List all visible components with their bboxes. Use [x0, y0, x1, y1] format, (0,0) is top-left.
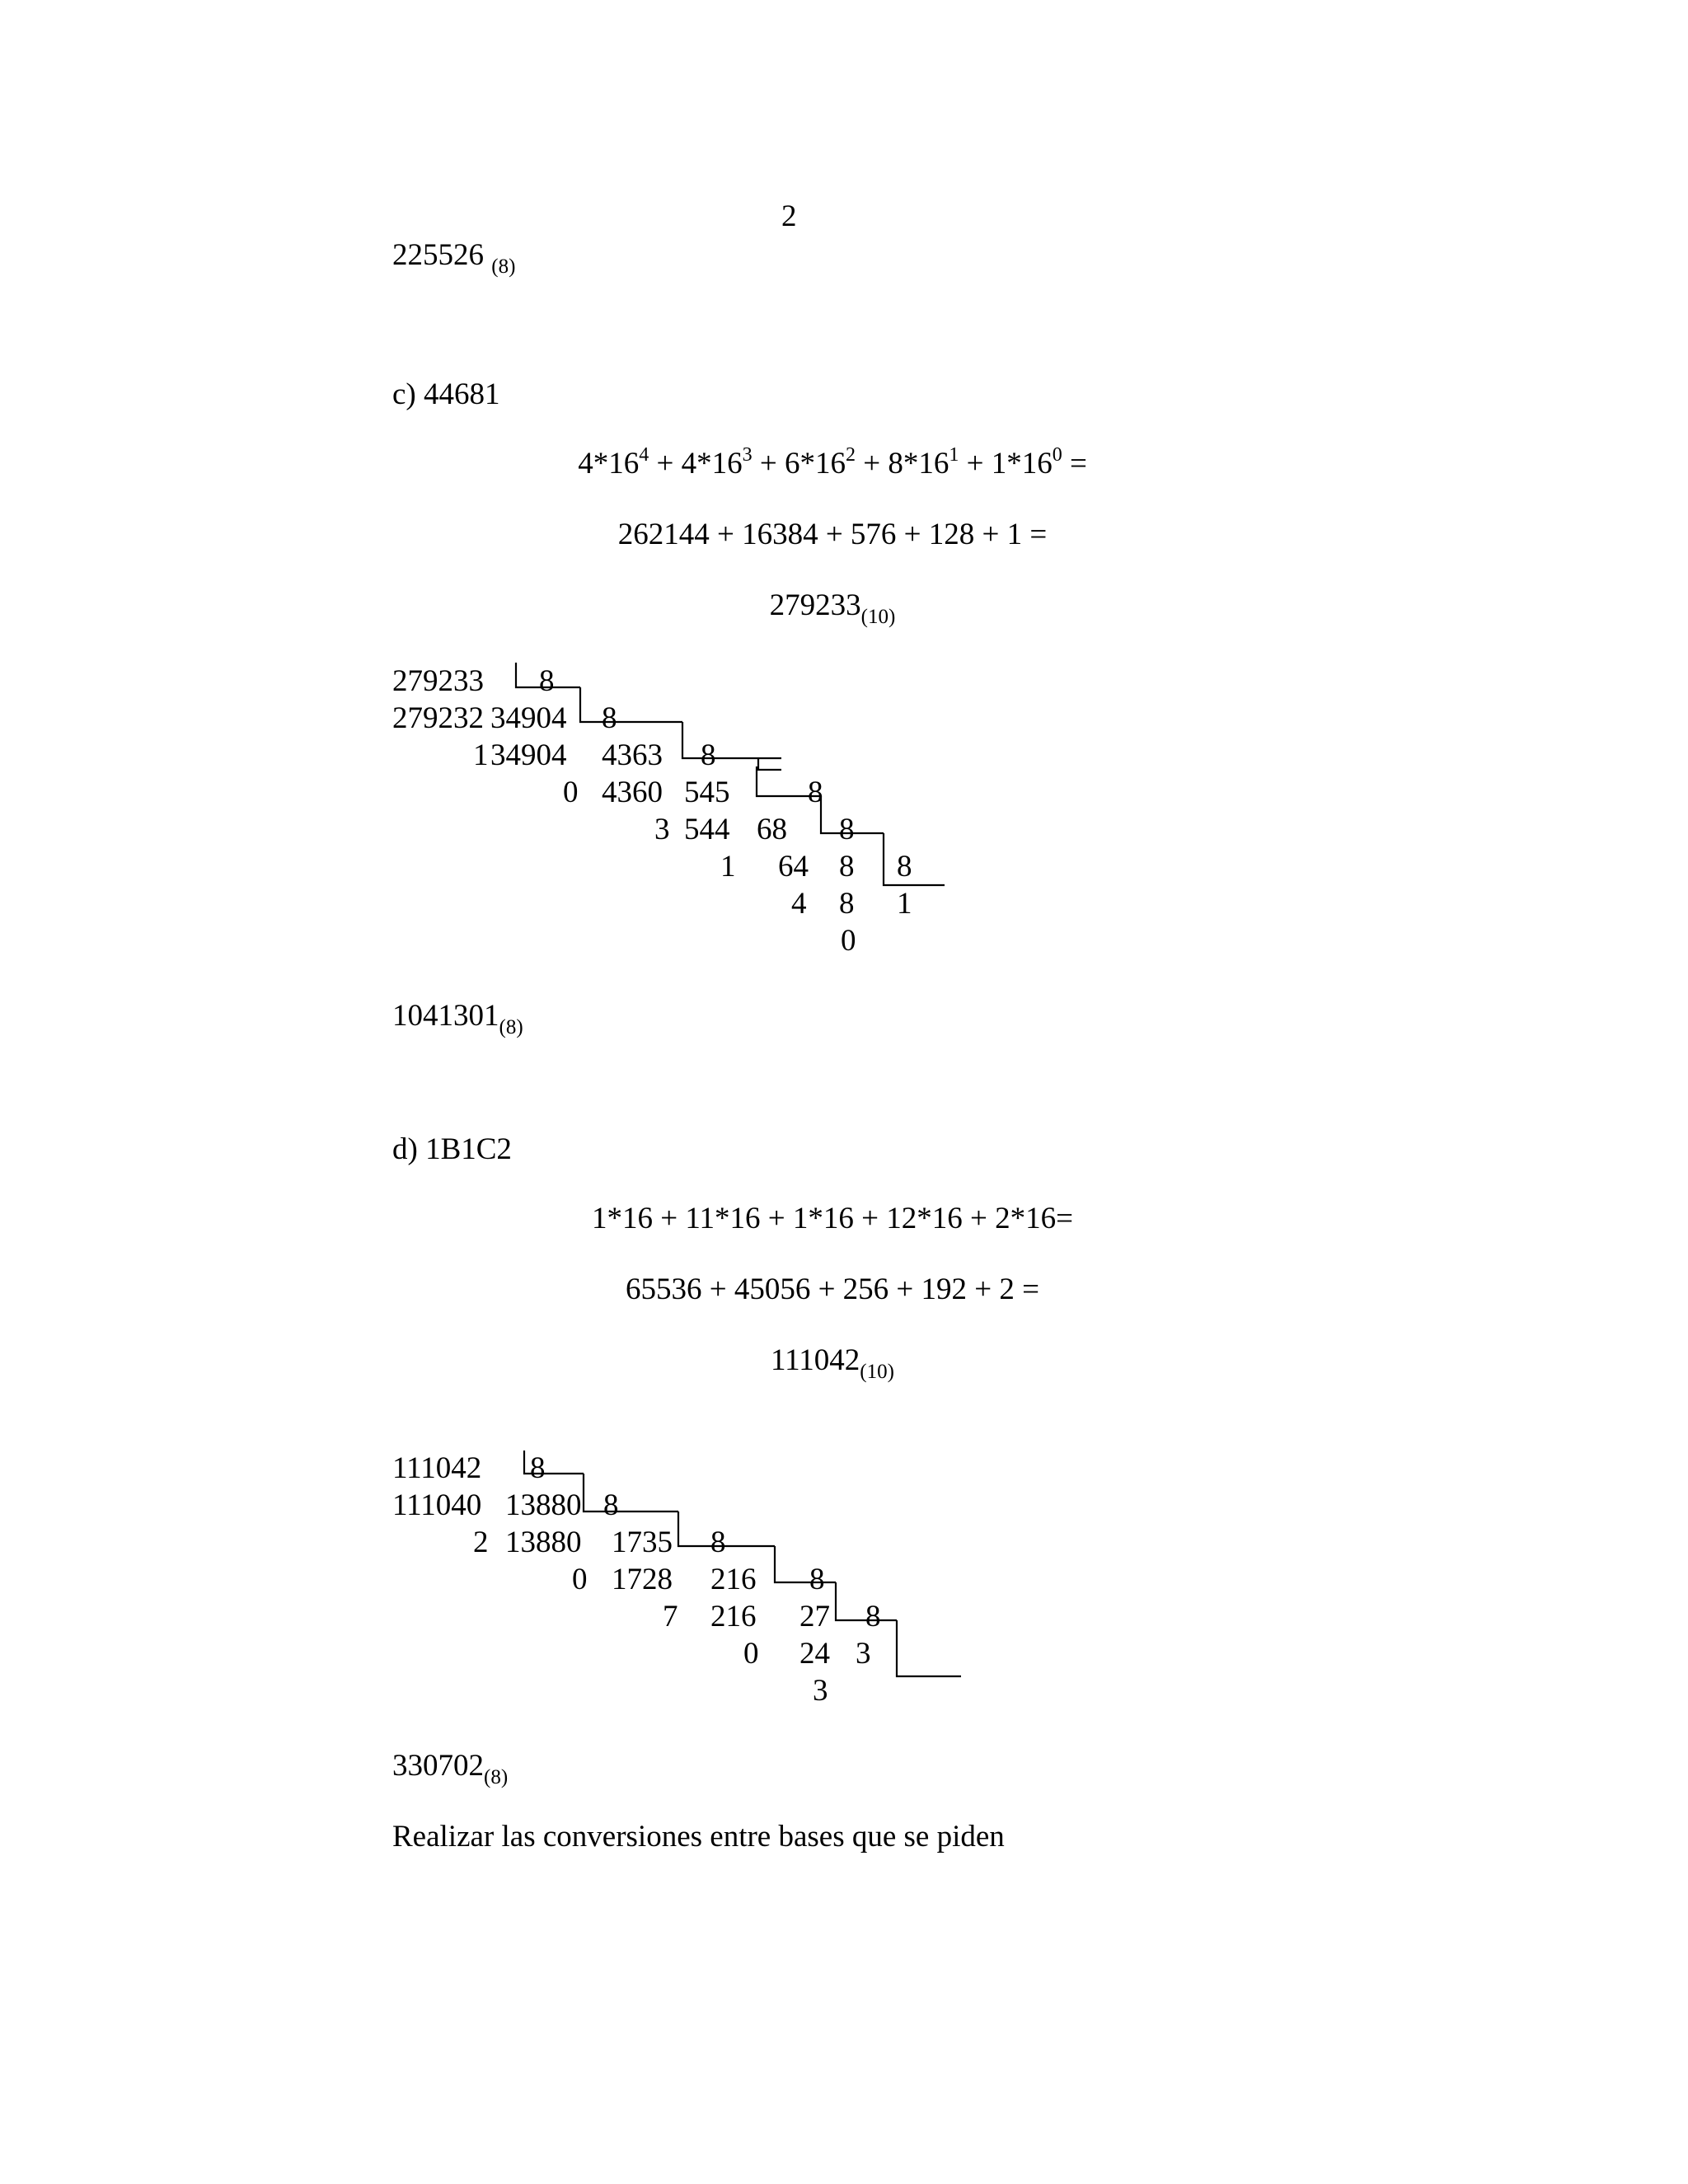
division-divisor: 8 [530, 1451, 546, 1485]
division-remainder: 0 [563, 776, 579, 809]
part-c-decimal [668, 588, 997, 628]
division-divisor: 8 [603, 1488, 619, 1522]
expansion-separator: + [959, 447, 992, 480]
result-b [392, 238, 516, 278]
part-d-decimal-base: (10) [860, 1361, 894, 1383]
part-c-result-base: (8) [499, 1016, 523, 1038]
part-d-expansion: 1*16 + 11*16 + 1*16 + 12*16 + 2*16= [592, 1202, 1073, 1235]
part-c-result [392, 999, 523, 1038]
division-bracket [758, 758, 781, 770]
part-c-expansion [560, 444, 1104, 480]
part-c-decimal-value: 279233 [769, 588, 861, 622]
division-dividend: 1735 [612, 1526, 673, 1559]
division-dividend: 279233 [392, 664, 484, 698]
division-remainder: 3 [654, 813, 670, 846]
expansion-term: 6*16 [784, 447, 846, 480]
expansion-exponent: 3 [742, 444, 753, 466]
division-divisor: 8 [539, 664, 555, 698]
division-dividend: 545 [684, 776, 730, 809]
division-divisor: 8 [701, 738, 716, 772]
part-d-decimal [668, 1343, 997, 1383]
division-dividend: 1 [897, 887, 912, 921]
part-d-sum: 65536 + 45056 + 256 + 192 + 2 = [625, 1272, 1040, 1306]
expansion-separator: + [855, 447, 889, 480]
division-divisor: 8 [809, 1563, 825, 1596]
expansion-term: 4*16 [681, 447, 743, 480]
division-product: 1728 [612, 1563, 673, 1596]
division-product: 216 [710, 1600, 757, 1633]
page-number: 2 [781, 199, 797, 233]
part-c-result-value: 1041301 [392, 999, 499, 1033]
division-bracket [775, 1546, 836, 1582]
expansion-separator: + [752, 447, 785, 480]
division-bracket [584, 1474, 678, 1511]
division-dividend: 216 [710, 1563, 757, 1596]
division-product: 544 [684, 813, 730, 846]
division-dividend: 34904 [490, 701, 567, 735]
division-remainder: 0 [572, 1563, 588, 1596]
division-bracket [884, 833, 945, 885]
division-dividend: 111042 [392, 1451, 482, 1485]
division-remainder: 2 [473, 1526, 489, 1559]
division-remainder: 0 [743, 1637, 759, 1671]
division-divisor: 8 [897, 850, 912, 883]
division-divisor: 8 [865, 1600, 881, 1633]
expansion-separator: = [1062, 447, 1087, 480]
expansion-separator: + [649, 447, 682, 480]
part-d-result [392, 1749, 509, 1788]
division-dividend: 13880 [505, 1488, 582, 1522]
division-remainder: 1 [473, 738, 489, 772]
result-b-base: (8) [491, 255, 516, 278]
division-remainder: 3 [813, 1674, 828, 1708]
division-bracket [682, 722, 781, 758]
division-product: 24 [799, 1637, 830, 1671]
division-dividend: 8 [839, 850, 855, 883]
part-d-label: d) 1B1C2 [392, 1132, 512, 1166]
division-bracket [678, 1511, 775, 1546]
part-d-result-value: 330702 [392, 1749, 484, 1783]
expansion-exponent: 4 [639, 444, 649, 466]
expansion-term: 4*16 [578, 447, 640, 480]
division-divisor: 8 [710, 1526, 726, 1559]
expansion-term: 1*16 [991, 447, 1053, 480]
division-remainder: 4 [791, 887, 807, 921]
division-remainder: 0 [841, 924, 856, 958]
division-dividend: 3 [856, 1637, 871, 1671]
division-bracket [897, 1620, 961, 1676]
division-divisor: 8 [808, 776, 823, 809]
expansion-exponent: 2 [845, 444, 856, 466]
division-product: 279232 [392, 701, 484, 735]
division-divisor: 8 [602, 701, 617, 735]
division-remainder: 7 [663, 1600, 678, 1633]
division-product: 8 [839, 887, 855, 921]
part-d-result-base: (8) [484, 1766, 509, 1788]
part-c-decimal-base: (10) [860, 606, 896, 628]
division-product: 34904 [490, 738, 567, 772]
division-dividend: 68 [757, 813, 787, 846]
division-product: 4360 [602, 776, 663, 809]
division-product: 64 [778, 850, 809, 883]
division-divisor: 8 [839, 813, 855, 846]
division-bracket [580, 687, 682, 722]
expansion-exponent: 1 [949, 444, 959, 466]
expansion-exponent: 0 [1052, 444, 1062, 466]
division-dividend: 27 [799, 1600, 830, 1633]
division-dividend: 4363 [602, 738, 663, 772]
result-b-value: 225526 [392, 238, 484, 272]
division-product: 13880 [505, 1526, 582, 1559]
part-d-decimal-value: 111042 [771, 1343, 860, 1377]
part-c-label: c) 44681 [392, 377, 500, 411]
expansion-term: 8*16 [888, 447, 950, 480]
instruction-text: Realizar las conversiones entre bases que se piden [392, 1820, 1005, 1854]
division-product: 111040 [392, 1488, 482, 1522]
part-c-sum: 262144 + 16384 + 576 + 128 + 1 = [617, 518, 1048, 551]
division-remainder: 1 [720, 850, 736, 883]
